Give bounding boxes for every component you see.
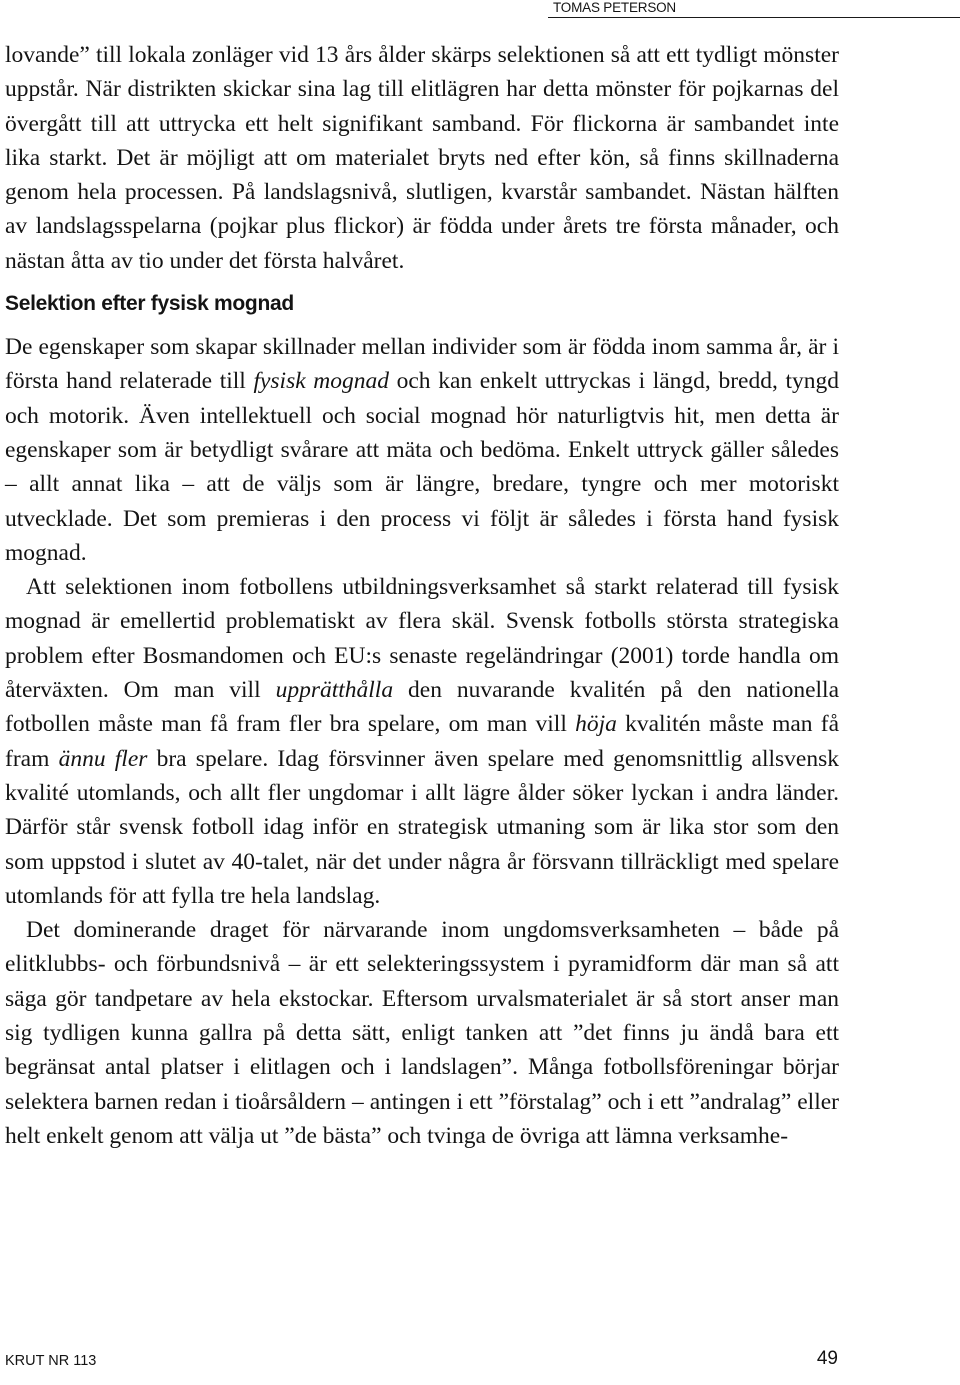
running-head bbox=[548, 0, 960, 18]
author-name: TOMAS PETERSON bbox=[553, 0, 676, 15]
section-heading: Selektion efter fysisk mognad bbox=[5, 292, 294, 316]
paragraph-pyramid: Det dominerande draget för närvarande inom ungdomsverksamheten – både på elitklubbs- och förbundsnivå – är ett selekteringssystem i pyramidform där man så att säga gör tandpetare av hela ekstockar. Eftersom urvalsmaterialet är så stort anser man sig tydligen kunna gallra på detta sätt, enligt tanken att ”det finns ju ändå bara ett begränsat antal platser i elitlagen och i landslagen”. Många fotbollsföreningar börjar selektera barnen redan i tioårsåldern – antingen i ett ”förstalag” och i ett ”andralag” eller helt enkelt genom att välja ut ”de bästa” och tvinga de övriga att lämna verksamhe- bbox=[5, 917, 839, 1149]
emphasis-text: fysisk mognad bbox=[253, 368, 389, 395]
text-run: och kan enkelt uttryckas i längd, bredd, tyngd och motorik. Även intellektuell och social mognad hör naturligtvis hit, men detta är egenskaper som är betydligt svårare att mäta och bedöma. Enkelt uttryck gäller således – allt annat lika – att de väljs som är längre, bredare, tyngre och mer motoriskt utvecklade. Det som premieras i den process vi följt är således i första hand fysisk mognad. bbox=[5, 368, 839, 566]
intro-paragraph: lovande” till lokala zonläger vid 13 års ålder skärps selektionen så att ett tydligt mönster uppstår. När distrikten skickar sina lag till elitlägren har detta mönster för pojkarnas del övergått till att uttrycka ett helt signifikant samband. För flickorna är sambandet inte lika starkt. Det är möjligt att om materialet bryts ned efter kön, så finns skillnaderna genom hela processen. På landslagsnivå, slutligen, kvarstår sambandet. Nästan hälften av landslagsspelarna (pojkar plus flickor) är födda under årets tre första månader, och nästan åtta av tio under det första halvåret. bbox=[5, 42, 839, 274]
page-number: 49 bbox=[816, 1348, 838, 1369]
text-run: kvalitén måste man få fram bbox=[5, 711, 840, 772]
emphasis-text: ännu fler bbox=[58, 745, 148, 772]
text-run: den nuvarande kvalitén på den nationella fotbollen måste man få fram fler bra spelare, om man vill bbox=[5, 677, 840, 738]
paragraph-problem bbox=[5, 570, 839, 913]
journal-footer: KRUT NR 113 bbox=[5, 1353, 97, 1369]
text-run: Att selektionen inom fotbollens utbildningsverksamhet så starkt relaterad till fysisk mognad är emellertid problematiskt av flera skäl. Svensk fotbolls största strategiska problem efter Bosmandomen och EU:s senaste regeländringar (2001) torde handla om återväxten. Om man vill bbox=[5, 574, 839, 704]
paragraph-physical-maturity bbox=[5, 330, 839, 570]
text-run: De egenskaper som skapar skillnader mellan individer som är födda inom samma år, är i första hand relaterade till bbox=[5, 334, 839, 395]
text-run: bra spelare. Idag försvinner även spelare med genomsnittlig allsvensk kvalité utomlands, och allt fler ungdomar i allt lägre ålder söker lyckan i andra länder. Därför står svensk fotboll idag inför en strategisk utmaning som är lika stor som den som uppstod i slutet av 40-talet, när det under några år försvann tillräckligt med spelare utomlands för att fylla tre hela landslag. bbox=[5, 745, 839, 909]
emphasis-text: höja bbox=[575, 711, 617, 738]
emphasis-text: upprätthålla bbox=[275, 677, 394, 704]
article-body bbox=[5, 38, 839, 1153]
